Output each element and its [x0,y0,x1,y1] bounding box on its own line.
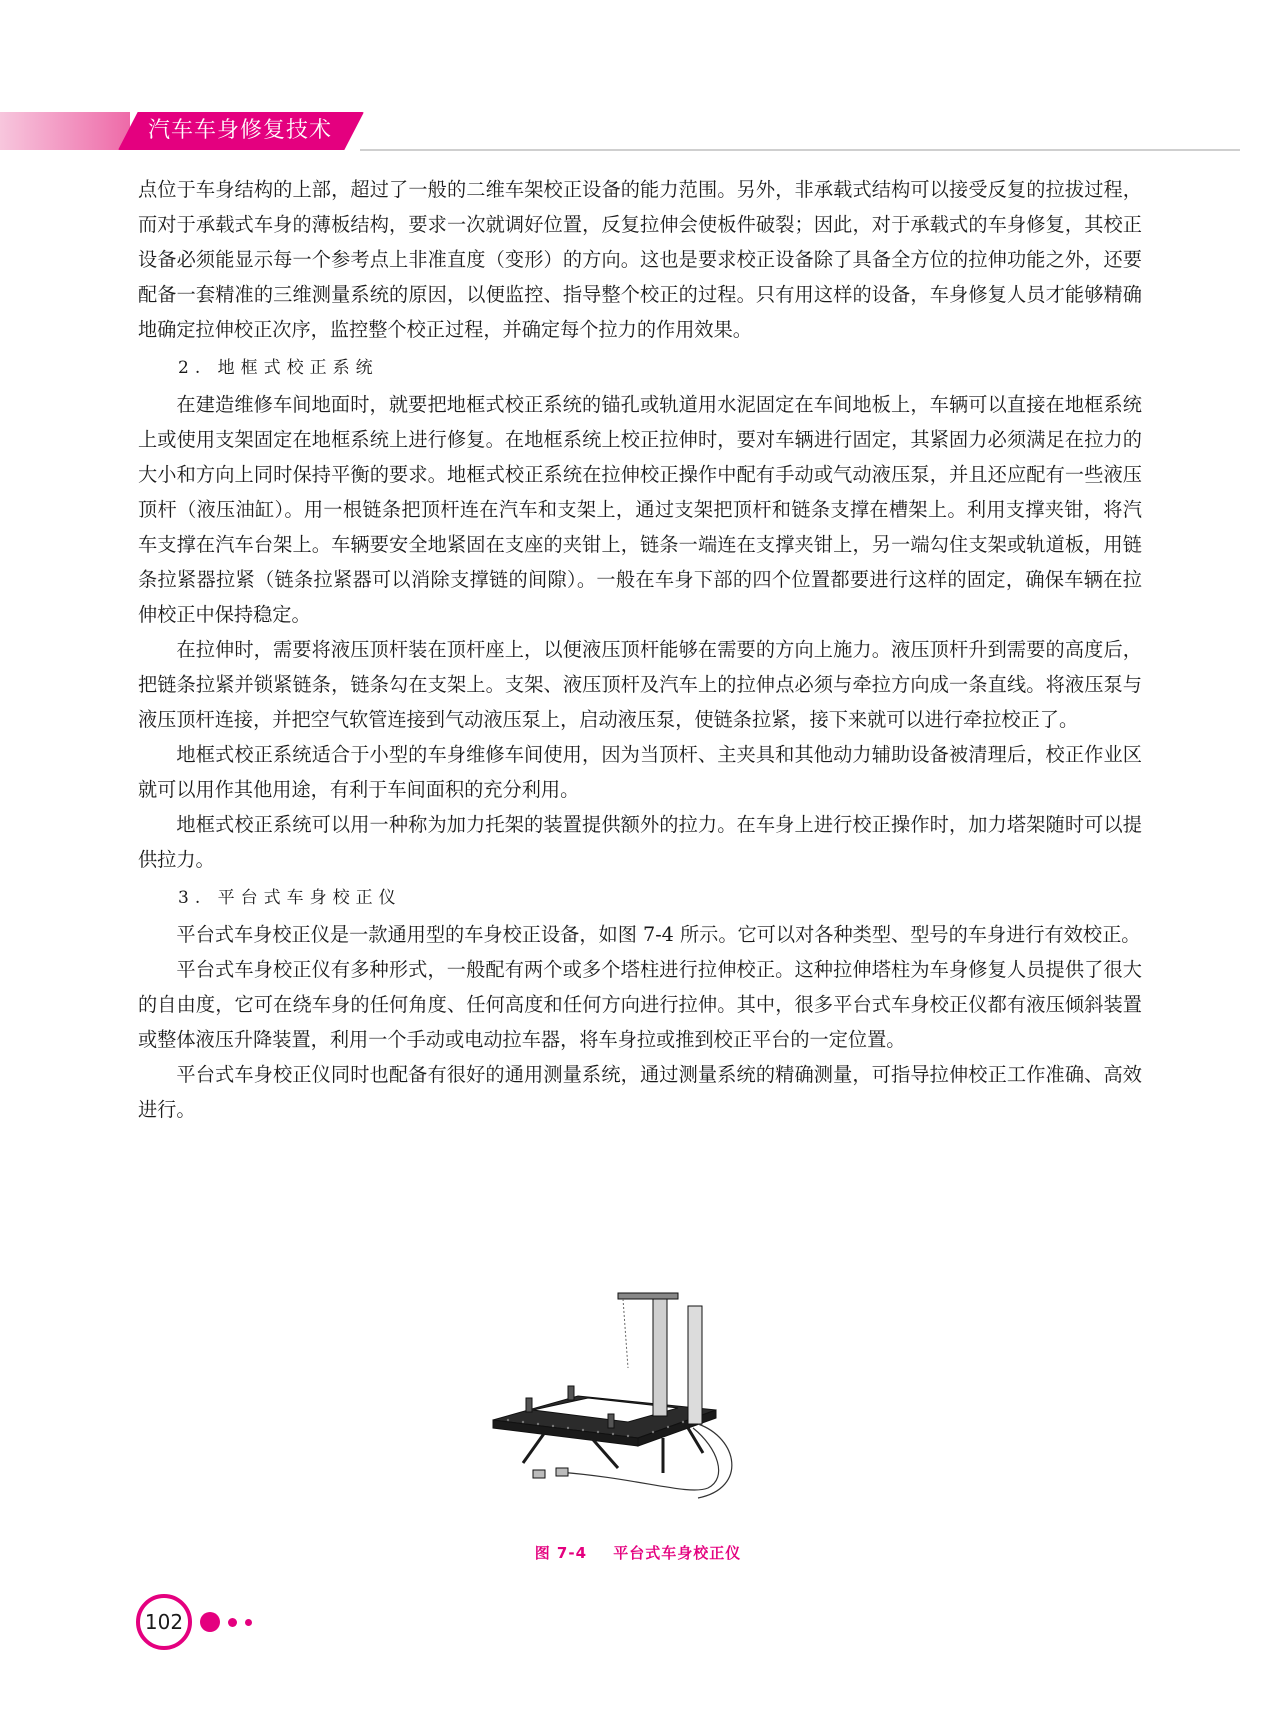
page-number: 102 [136,1594,192,1650]
figure-title: 平台式车身校正仪 [613,1544,742,1562]
pump-units [533,1468,568,1478]
section-3-heading: 3. 平台式车身校正仪 [178,888,402,908]
header-divider [360,149,1240,151]
figure-caption [0,1542,1276,1563]
section-2-heading: 2. 地框式校正系统 [178,358,379,378]
footer-dot-medium [228,1618,237,1627]
section-2-paragraph-2: 在拉伸时，需要将液压顶杆装在顶杆座上，以便液压顶杆能够在需要的方向上施力。液压顶杆升到需要的高度后，把链条拉紧并锁紧链条，链条勾在支架上。支架、液压顶杆及汽车上的拉伸点必须与牵拉方向成一条直线。将液压泵与液压顶杆连接，并把空气软管连接到气动液压泵上，启动液压泵，使链条拉紧，接下来就可以进行牵拉校正了。 [138,638,1142,731]
figure-number: 图 7-4 [534,1544,588,1562]
footer-dot-large [200,1612,220,1632]
body-text [138,172,1142,1127]
frame-straightener-figure [488,1288,794,1513]
header-band [0,112,130,150]
section-3-paragraph-1: 平台式车身校正仪是一款通用型的车身校正设备，如图 7-4 所示。它可以对各种类型、型号的车身进行有效校正。 [176,923,1141,946]
section-2-paragraph-3: 地框式校正系统适合于小型的车身维修车间使用，因为当顶杆、主夹具和其他动力辅助设备被清理后，校正作业区就可以用作其他用途，有利于车间面积的充分利用。 [138,743,1142,801]
footer-dot-small [245,1619,252,1626]
section-3-paragraph-3: 平台式车身校正仪同时也配备有很好的通用测量系统，通过测量系统的精确测量，可指导拉伸校正工作准确、高效进行。 [138,1063,1142,1121]
section-3-paragraph-2: 平台式车身校正仪有多种形式，一般配有两个或多个塔柱进行拉伸校正。这种拉伸塔柱为车身修复人员提供了很大的自由度，它可在绕车身的任何角度、任何高度和任何方向进行拉伸。其中，很多平台式车身校正仪都有液压倾斜装置或整体液压升降装置，利用一个手动或电动拉车器，将车身拉或推到校正平台的一定位置。 [138,958,1142,1051]
section-2-paragraph-1: 在建造维修车间地面时，就要把地框式校正系统的锚孔或轨道用水泥固定在车间地板上，车辆可以直接在地框系统上或使用支架固定在地框系统上进行修复。在地框系统上校正拉伸时，要对车辆进行固定，其紧固力必须满足在拉力的大小和方向上同时保持平衡的要求。地框式校正系统在拉伸校正操作中配有手动或气动液压泵，并且还应配有一些液压顶杆（液压油缸）。用一根链条把顶杆连在汽车和支架上，通过支架把顶杆和链条支撑在槽架上。利用支撑夹钳，将汽车支撑在汽车台架上。车辆要安全地紧固在支座的夹钳上，链条一端连在支撑夹钳上，另一端勾住支架或轨道板，用链条拉紧器拉紧（链条拉紧器可以消除支撑链的间隙）。一般在车身下部的四个位置都要进行这样的固定，确保车辆在拉伸校正中保持稳定。 [138,393,1142,626]
book-title: 汽车车身修复技术 [148,118,333,143]
paragraph-continuation: 点位于车身结构的上部，超过了一般的二维车架校正设备的能力范围。另外，非承载式结构可以接受反复的拉拔过程，而对于承载式车身的薄板结构，要求一次就调好位置，反复拉伸会使板件破裂；因此，对于承载式的车身修复，其校正设备必须能显示每一个参考点上非准直度（变形）的方向。这也是要求校正设备除了具备全方位的拉伸功能之外，还要配备一套精准的三维测量系统的原因，以便监控、指导整个校正的过程。只有用这样的设备，车身修复人员才能够精确地确定拉伸校正次序，监控整个校正过程，并确定每个拉力的作用效果。 [138,178,1142,341]
section-2-paragraph-4: 地框式校正系统可以用一种称为加力托架的装置提供额外的拉力。在车身上进行校正操作时，加力塔架随时可以提供拉力。 [138,813,1142,871]
